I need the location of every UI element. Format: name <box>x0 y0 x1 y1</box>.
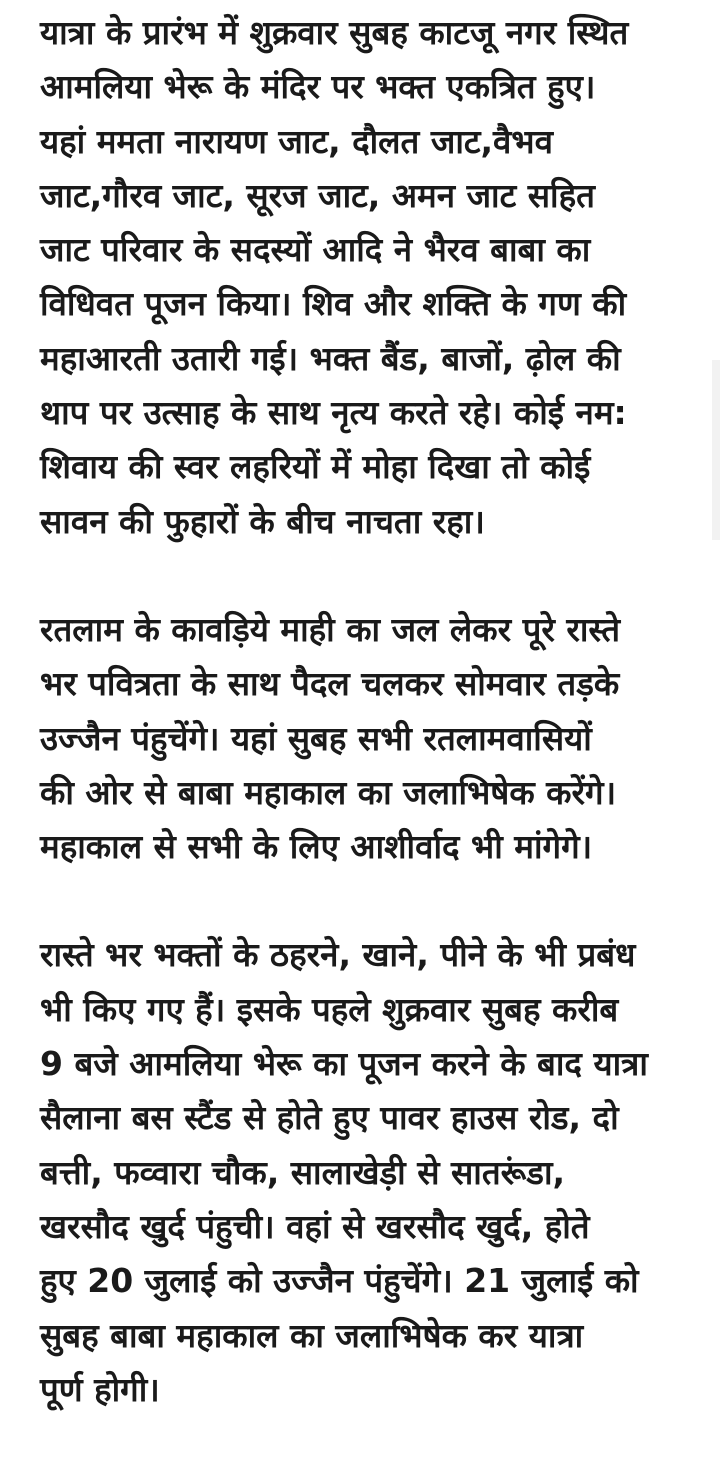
text-line: रास्ते भर भक्तों के ठहरने, खाने, पीने के भी प्रबंध <box>40 935 636 975</box>
text-line: भर पवित्रता के साथ पैदल चलकर सोमवार तड़के <box>40 664 620 704</box>
text-line: उज्जैन पंहुचेंगे। यहां सुबह सभी रतलामवासियों <box>40 718 592 758</box>
text-line: जाट,गौरव जाट, सूरज जाट, अमन जाट सहित <box>40 175 595 215</box>
text-line: आमलिया भेरू के मंदिर पर भक्त एकत्रित हुए। <box>40 67 596 107</box>
text-line: सुबह बाबा महाकाल का जलाभिषेक कर यात्रा <box>40 1315 584 1355</box>
text-line: पूर्ण होगी। <box>40 1369 160 1409</box>
text-line: भी किए गए हैं। इसके पहले शुक्रवार सुबह करीब <box>40 989 619 1029</box>
text-line: थाप पर उत्साह के साथ नृत्य करते रहे। कोई नम: <box>40 393 627 433</box>
text-line: यात्रा के प्रारंभ में शुक्रवार सुबह काटजू नगर स्थित <box>40 13 629 52</box>
scrollbar[interactable] <box>712 360 720 540</box>
text-line: रतलाम के कावड़िये माही का जल लेकर पूरे रास्ते <box>40 609 621 649</box>
text-line: महाकाल से सभी के लिए आशीर्वाद भी मांगेगे। <box>40 827 593 867</box>
text-line: यहां ममता नारायण जाट, दौलत जाट,वैभव <box>40 121 553 161</box>
text-line: शिवाय की स्वर लहरियों में मोहा दिखा तो कोई <box>40 447 591 487</box>
paragraph-3 <box>40 928 690 1417</box>
paragraph-2 <box>40 603 690 874</box>
article-body <box>40 0 690 1471</box>
text-line: विधिवत पूजन किया। शिव और शक्ति के गण की <box>40 284 627 324</box>
text-line: 9 बजे आमलिया भेरू का पूजन करने के बाद यात्रा <box>40 1044 648 1084</box>
text-line: सैलाना बस स्टैंड से होते हुए पावर हाउस रोड, दो <box>40 1098 619 1138</box>
text-line: सावन की फुहारों के बीच नाचता रहा। <box>40 501 485 541</box>
paragraph-1 <box>40 6 690 549</box>
text-line: की ओर से बाबा महाकाल का जलाभिषेक करेंगे। <box>40 772 617 812</box>
text-line: जाट परिवार के सदस्यों आदि ने भैरव बाबा का <box>40 230 591 270</box>
text-line: हुए 20 जुलाई को उज्जैन पंहुचेंगे। 21 जुलाई को <box>40 1261 639 1301</box>
text-line: महाआरती उतारी गई। भक्त बैंड, बाजों, ढ़ोल की <box>40 338 621 378</box>
text-line: खरसौद खुर्द पंहुची। वहां से खरसौद खुर्द, होते <box>40 1206 590 1246</box>
text-line: बत्ती, फव्वारा चौक, सालाखेड़ी से सातरूंडा, <box>40 1152 566 1192</box>
